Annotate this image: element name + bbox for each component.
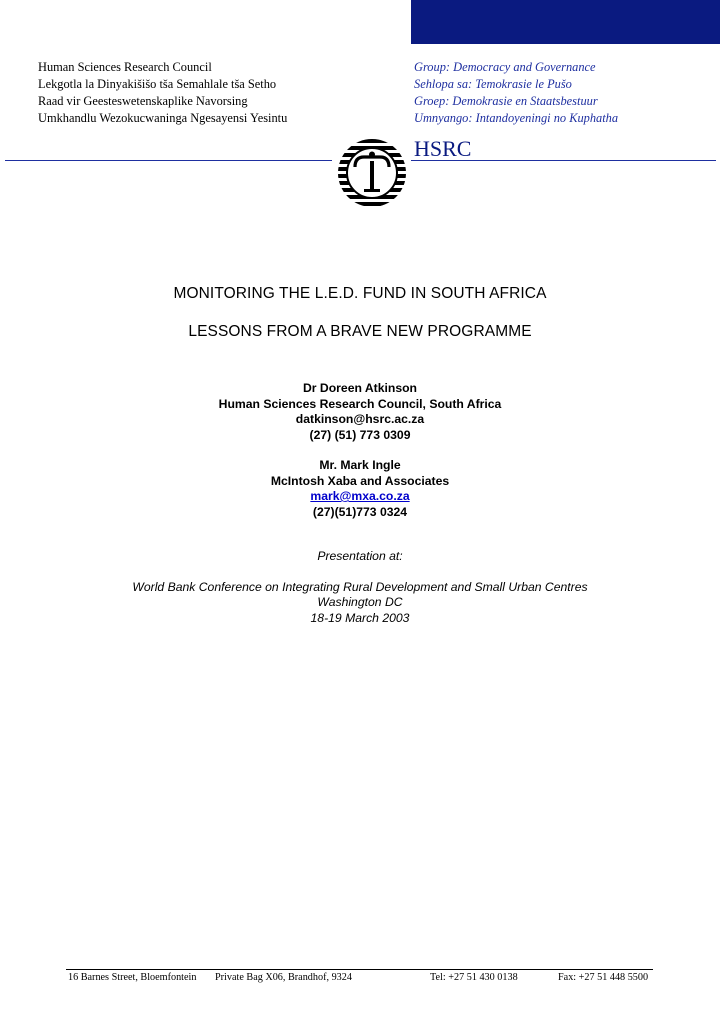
org-name-afrikaans: Raad vir Geesteswetenskaplike Navorsing bbox=[38, 94, 248, 108]
conference-dates: 18-19 March 2003 bbox=[310, 610, 410, 625]
presentation-label: Presentation at: bbox=[317, 549, 403, 563]
header-corner-block bbox=[411, 0, 720, 44]
group-name-sesotho: Sehlopa sa: Temokrasie le Pušo bbox=[414, 77, 572, 91]
conference-name: World Bank Conference on Integrating Rural Development and Small Urban Centres bbox=[132, 579, 588, 594]
author-2-phone: (27)(51)773 0324 bbox=[312, 504, 408, 519]
author-2-email-link[interactable]: mark@mxa.co.za bbox=[310, 489, 410, 503]
author-1-phone: (27) (51) 773 0309 bbox=[309, 427, 411, 442]
org-name-zulu: Umkhandlu Wezokucwaninga Ngesayensi Yesintu bbox=[38, 111, 288, 125]
author-2-name: Mr. Mark Ingle bbox=[319, 458, 401, 472]
author-1-affiliation: Human Sciences Research Council, South Africa bbox=[218, 396, 502, 411]
group-names bbox=[414, 59, 714, 127]
group-name-afrikaans: Groep: Demokrasie en Staatsbestuur bbox=[414, 94, 598, 108]
author-block bbox=[0, 381, 720, 520]
footer-tel: Tel: +27 51 430 0138 bbox=[430, 972, 518, 983]
author-1-email: datkinson@hsrc.ac.za bbox=[295, 412, 425, 426]
org-name-english: Human Sciences Research Council bbox=[38, 60, 212, 74]
hsrc-logo-icon bbox=[336, 137, 408, 209]
document-title: MONITORING THE L.E.D. FUND IN SOUTH AFRICA bbox=[173, 285, 547, 302]
group-name-zulu: Umnyango: Intandoyeningi no Kuphatha bbox=[414, 111, 619, 125]
presentation-block bbox=[0, 549, 720, 626]
organization-names bbox=[38, 59, 378, 127]
footer-rule bbox=[66, 969, 653, 970]
group-name-english: Group: Democracy and Governance bbox=[414, 60, 596, 74]
footer-address: 16 Barnes Street, Bloemfontein bbox=[68, 972, 197, 983]
hsrc-wordmark: HSRC bbox=[414, 136, 472, 161]
footer-po-box: Private Bag X06, Brandhof, 9324 bbox=[215, 972, 352, 983]
conference-location: Washington DC bbox=[317, 595, 403, 609]
header-rule-left bbox=[5, 160, 332, 161]
org-name-sesotho: Lekgotla la Dinyakišišo tša Semahlale tša Setho bbox=[38, 77, 277, 91]
footer-fax: Fax: +27 51 448 5500 bbox=[558, 972, 649, 983]
author-2-affiliation: McIntosh Xaba and Associates bbox=[270, 473, 450, 488]
author-1-name: Dr Doreen Atkinson bbox=[303, 381, 417, 395]
document-subtitle: LESSONS FROM A BRAVE NEW PROGRAMME bbox=[188, 323, 532, 340]
